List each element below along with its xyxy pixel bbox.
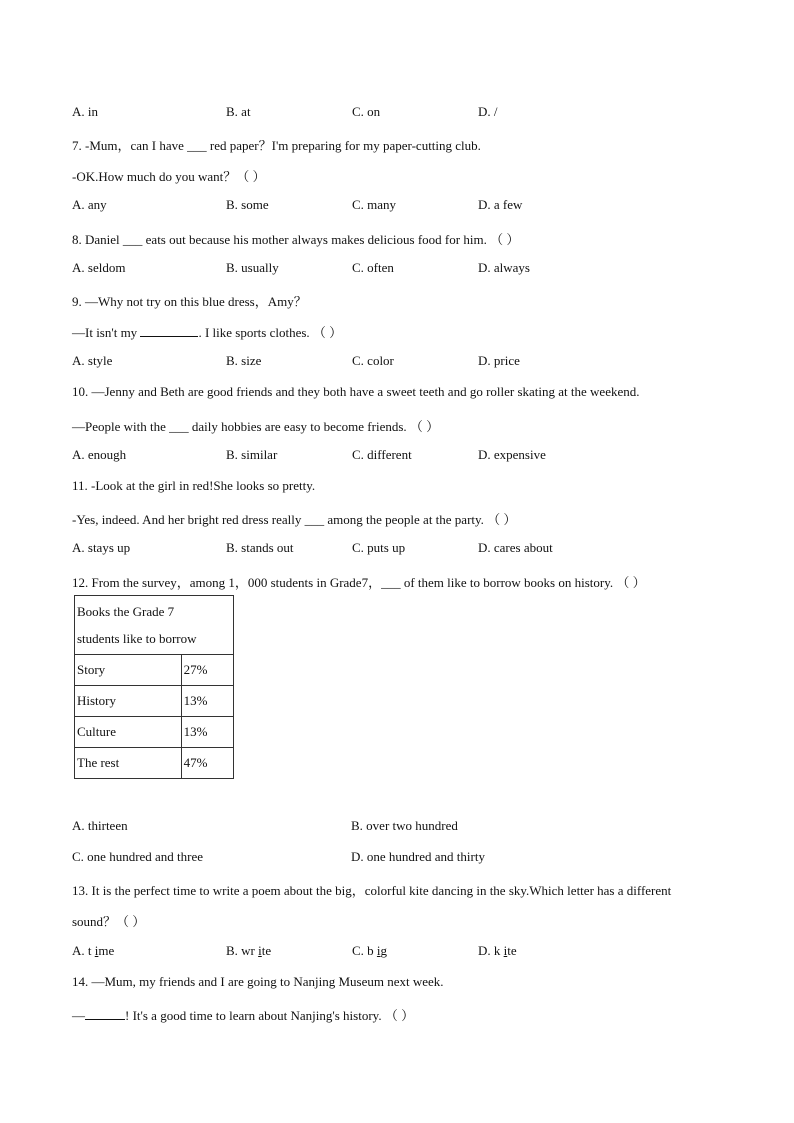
q9-option-c: C. color: [352, 353, 394, 368]
q8-option-c: C. often: [352, 260, 394, 275]
q6-option-b: B. at: [226, 104, 251, 119]
q9-question: 9. —Why not try on this blue dress，Amy？: [72, 294, 307, 309]
q8-option-b: B. usually: [226, 260, 279, 275]
row-label: Culture: [75, 717, 182, 748]
option-suffix: te: [261, 943, 272, 958]
q10-reply: —People with the ___ daily hobbies are easy to become friends. （ ）: [72, 419, 440, 434]
row-label: The rest: [75, 748, 182, 779]
q10-question: 10. —Jenny and Beth are good friends and they both have a sweet teeth and go roller skating at the weekend.: [72, 384, 640, 399]
option-prefix: B. wr: [226, 943, 259, 958]
option-prefix: C. b: [352, 943, 377, 958]
q9-option-a: A. style: [72, 353, 113, 368]
option-suffix: te: [507, 943, 517, 958]
q9-option-b: B. size: [226, 353, 262, 368]
q13-option-b: [226, 943, 271, 959]
q14-answer-blank: [85, 1008, 125, 1020]
q13-question: 13. It is the perfect time to write a poem about the big，colorful kite dancing in the sky.Which letter has a different: [72, 883, 672, 898]
q13-option-c: [352, 943, 387, 959]
q12-option-c: C. one hundred and three: [72, 849, 204, 864]
q11-reply: -Yes, indeed. And her bright red dress really ___ among the people at the party. （ ）: [72, 512, 517, 527]
underlined-letter: i: [258, 943, 262, 958]
q12-option-a: A. thirteen: [72, 818, 128, 833]
q10-option-d: D. expensive: [478, 447, 546, 462]
row-label: History: [75, 686, 182, 717]
q14-reply-end: ! It's a good time to learn about Nanjing's history. （ ）: [125, 1008, 415, 1023]
row-label: Story: [75, 655, 182, 686]
underlined-letter: i: [376, 943, 381, 958]
underlined-letter: i: [94, 943, 99, 958]
q10-option-b: B. similar: [226, 447, 278, 462]
table-row: [75, 686, 234, 717]
q11-option-a: A. stays up: [72, 540, 131, 555]
q13-option-a: [72, 943, 114, 959]
survey-table: [74, 595, 234, 779]
q9-reply-start: —It isn't my: [72, 325, 141, 340]
q11-question: 11. -Look at the girl in red!She looks so pretty.: [72, 478, 316, 493]
q10-option-c: C. different: [352, 447, 412, 462]
q9-reply: [72, 322, 342, 341]
row-value: 13%: [181, 717, 233, 748]
q7-question: 7. -Mum，can I have ___ red paper？I'm preparing for my paper-cutting club.: [72, 138, 481, 153]
q8-option-d: D. always: [478, 260, 530, 275]
option-suffix: me: [98, 943, 115, 958]
q8-option-a: A. seldom: [72, 260, 126, 275]
q7-option-a: A. any: [72, 197, 107, 212]
survey-header-line1: Books the Grade 7: [77, 604, 175, 619]
q14-reply: [72, 1005, 414, 1024]
row-value: 27%: [181, 655, 233, 686]
q12-option-d: D. one hundred and thirty: [351, 849, 485, 864]
q9-option-d: D. price: [478, 353, 520, 368]
q6-option-d: D. /: [478, 104, 498, 119]
q8-question: 8. Daniel ___ eats out because his mother always makes delicious food for him. （ ）: [72, 232, 520, 247]
table-row: [75, 717, 234, 748]
q14-question: 14. —Mum, my friends and I are going to Nanjing Museum next week.: [72, 974, 444, 989]
q13-question-cont: sound？（ ）: [72, 914, 146, 929]
q7-option-c: C. many: [352, 197, 397, 212]
q12-option-b: B. over two hundred: [351, 818, 458, 833]
q7-reply: -OK.How much do you want？（ ）: [72, 169, 266, 184]
underlined-letter: i: [503, 943, 508, 958]
q11-option-d: D. cares about: [478, 540, 553, 555]
q13-option-d: [478, 943, 517, 959]
survey-table-header: [75, 596, 234, 655]
q7-option-b: B. some: [226, 197, 269, 212]
q11-option-b: B. stands out: [226, 540, 294, 555]
option-suffix: g: [380, 943, 388, 958]
q7-option-d: D. a few: [478, 197, 523, 212]
q6-option-a: A. in: [72, 104, 98, 119]
q10-option-a: A. enough: [72, 447, 127, 462]
row-value: 13%: [181, 686, 233, 717]
table-row: [75, 748, 234, 779]
q9-answer-blank: [140, 325, 198, 337]
q11-option-c: C. puts up: [352, 540, 406, 555]
option-prefix: D. k: [478, 943, 504, 958]
option-prefix: A. t: [72, 943, 95, 958]
table-row: [75, 655, 234, 686]
survey-header-line2: students like to borrow: [77, 631, 197, 646]
q14-reply-start: —: [72, 1008, 85, 1023]
q6-option-c: C. on: [352, 104, 381, 119]
q12-question: 12. From the survey，among 1，000 students in Grade7，___ of them like to borrow books on history. （ ）: [72, 575, 646, 590]
q9-reply-end: . I like sports clothes. （ ）: [198, 325, 343, 340]
row-value: 47%: [181, 748, 233, 779]
